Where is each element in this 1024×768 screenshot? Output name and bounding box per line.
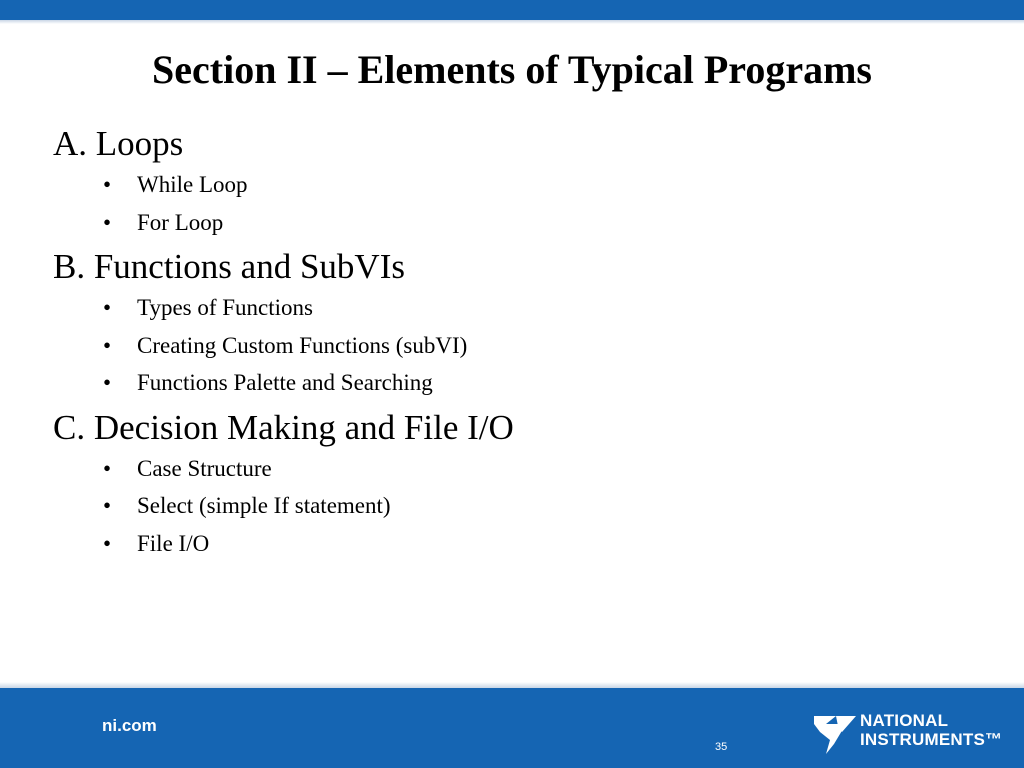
bullet-icon: • (103, 209, 112, 235)
section-c-list (53, 450, 953, 563)
list-item-text: For Loop (137, 209, 224, 235)
slide-title: Section II – Elements of Typical Programs (152, 47, 872, 92)
section-heading-b: B. Functions and SubVIs (53, 247, 405, 286)
list-item (53, 450, 953, 488)
list-item (53, 204, 953, 242)
bullet-icon: • (103, 172, 112, 197)
list-item (53, 289, 953, 327)
page-number: 35 (715, 741, 728, 753)
section-heading-a: A. Loops (53, 124, 184, 163)
list-item-text: File I/O (137, 530, 210, 556)
ni-logo-text (860, 711, 1002, 749)
list-item-text: While Loop (137, 172, 248, 197)
list-item-text: Case Structure (137, 455, 272, 481)
top-header-shadow (0, 20, 1024, 24)
section-b-list (53, 289, 953, 402)
list-item (53, 166, 953, 204)
list-item-text: Functions Palette and Searching (137, 370, 433, 395)
list-item-text: Creating Custom Functions (subVI) (137, 332, 468, 358)
list-item (53, 487, 953, 525)
list-item (53, 525, 953, 563)
list-item-text: Select (simple If statement) (137, 493, 391, 518)
section-a-list (53, 166, 953, 241)
top-header-bar (0, 0, 1024, 20)
bullet-icon: • (103, 332, 112, 358)
logo-line-2: INSTRUMENTS™ (860, 730, 1003, 749)
bullet-icon: • (103, 493, 112, 518)
bullet-icon: • (103, 530, 112, 556)
footer-url: ni.com (102, 716, 157, 735)
logo-line-1: NATIONAL (860, 711, 949, 730)
section-heading-c: C. Decision Making and File I/O (53, 407, 514, 447)
bullet-icon: • (103, 370, 112, 395)
bullet-icon: • (103, 295, 112, 320)
list-item (53, 364, 953, 402)
list-item (53, 327, 953, 365)
list-item-text: Types of Functions (137, 295, 313, 320)
slide-content (53, 122, 953, 566)
bullet-icon: • (103, 455, 112, 481)
